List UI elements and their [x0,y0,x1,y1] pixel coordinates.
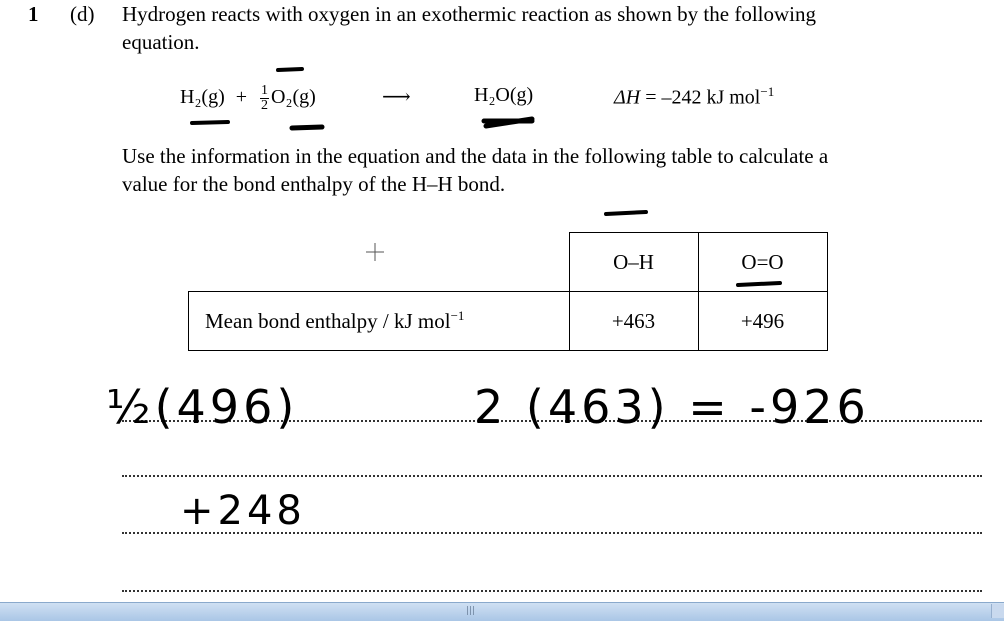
annotation-stroke [484,119,532,126]
question-intro-line1: Hydrogen reacts with oxygen in an exothermic reaction as shown by the following [122,2,816,26]
header-o-h: O–H [569,233,698,292]
row-label-exponent: −1 [450,308,465,323]
value-o-o: +496 [698,292,827,351]
answer-line [122,475,982,477]
reaction-arrow: ⟶ [382,86,411,108]
header-o-o: O=O [698,233,827,292]
delta-h-symbol: ΔH [614,86,641,109]
handwriting-2x463: 2 (463) = -926 [474,380,870,434]
fraction-numerator: 1 [261,83,269,98]
cursor-crosshair-icon [366,243,384,261]
delta-h-exponent: −1 [760,84,775,99]
product-water: H₂O(g) [474,84,534,106]
resize-grip-icon[interactable]: ||| [466,606,476,616]
bottom-taskbar [0,602,1004,621]
scrollbar-corner[interactable] [991,604,1004,618]
reactant-oxygen: O₂(g) [271,86,316,109]
instruction-line1: Use the information in the equation and the data in the following table to calculate a [122,144,829,168]
annotation-stroke [606,212,646,214]
fraction-denominator: 2 [261,98,269,113]
annotation-stroke [278,69,302,70]
answer-line [122,590,982,592]
instruction-line2: value for the bond enthalpy of the H–H bond. [122,172,506,196]
annotation-stroke [292,127,322,128]
value-o-h: +463 [569,292,698,351]
delta-h-value: = –242 kJ mol [645,86,761,109]
annotation-stroke [192,122,228,123]
question-intro-line2: equation. [122,30,200,54]
question-number: 1 [28,2,39,26]
reactant-hydrogen: H₂(g) [180,86,225,109]
question-part: (d) [70,2,95,26]
handwriting-half-496: ½(496) [106,380,299,434]
handwriting-plus-248: +248 [180,488,306,534]
plus-sign: + [235,86,248,109]
annotation-stroke [738,283,780,285]
row-label: Mean bond enthalpy / kJ mol [205,309,451,333]
